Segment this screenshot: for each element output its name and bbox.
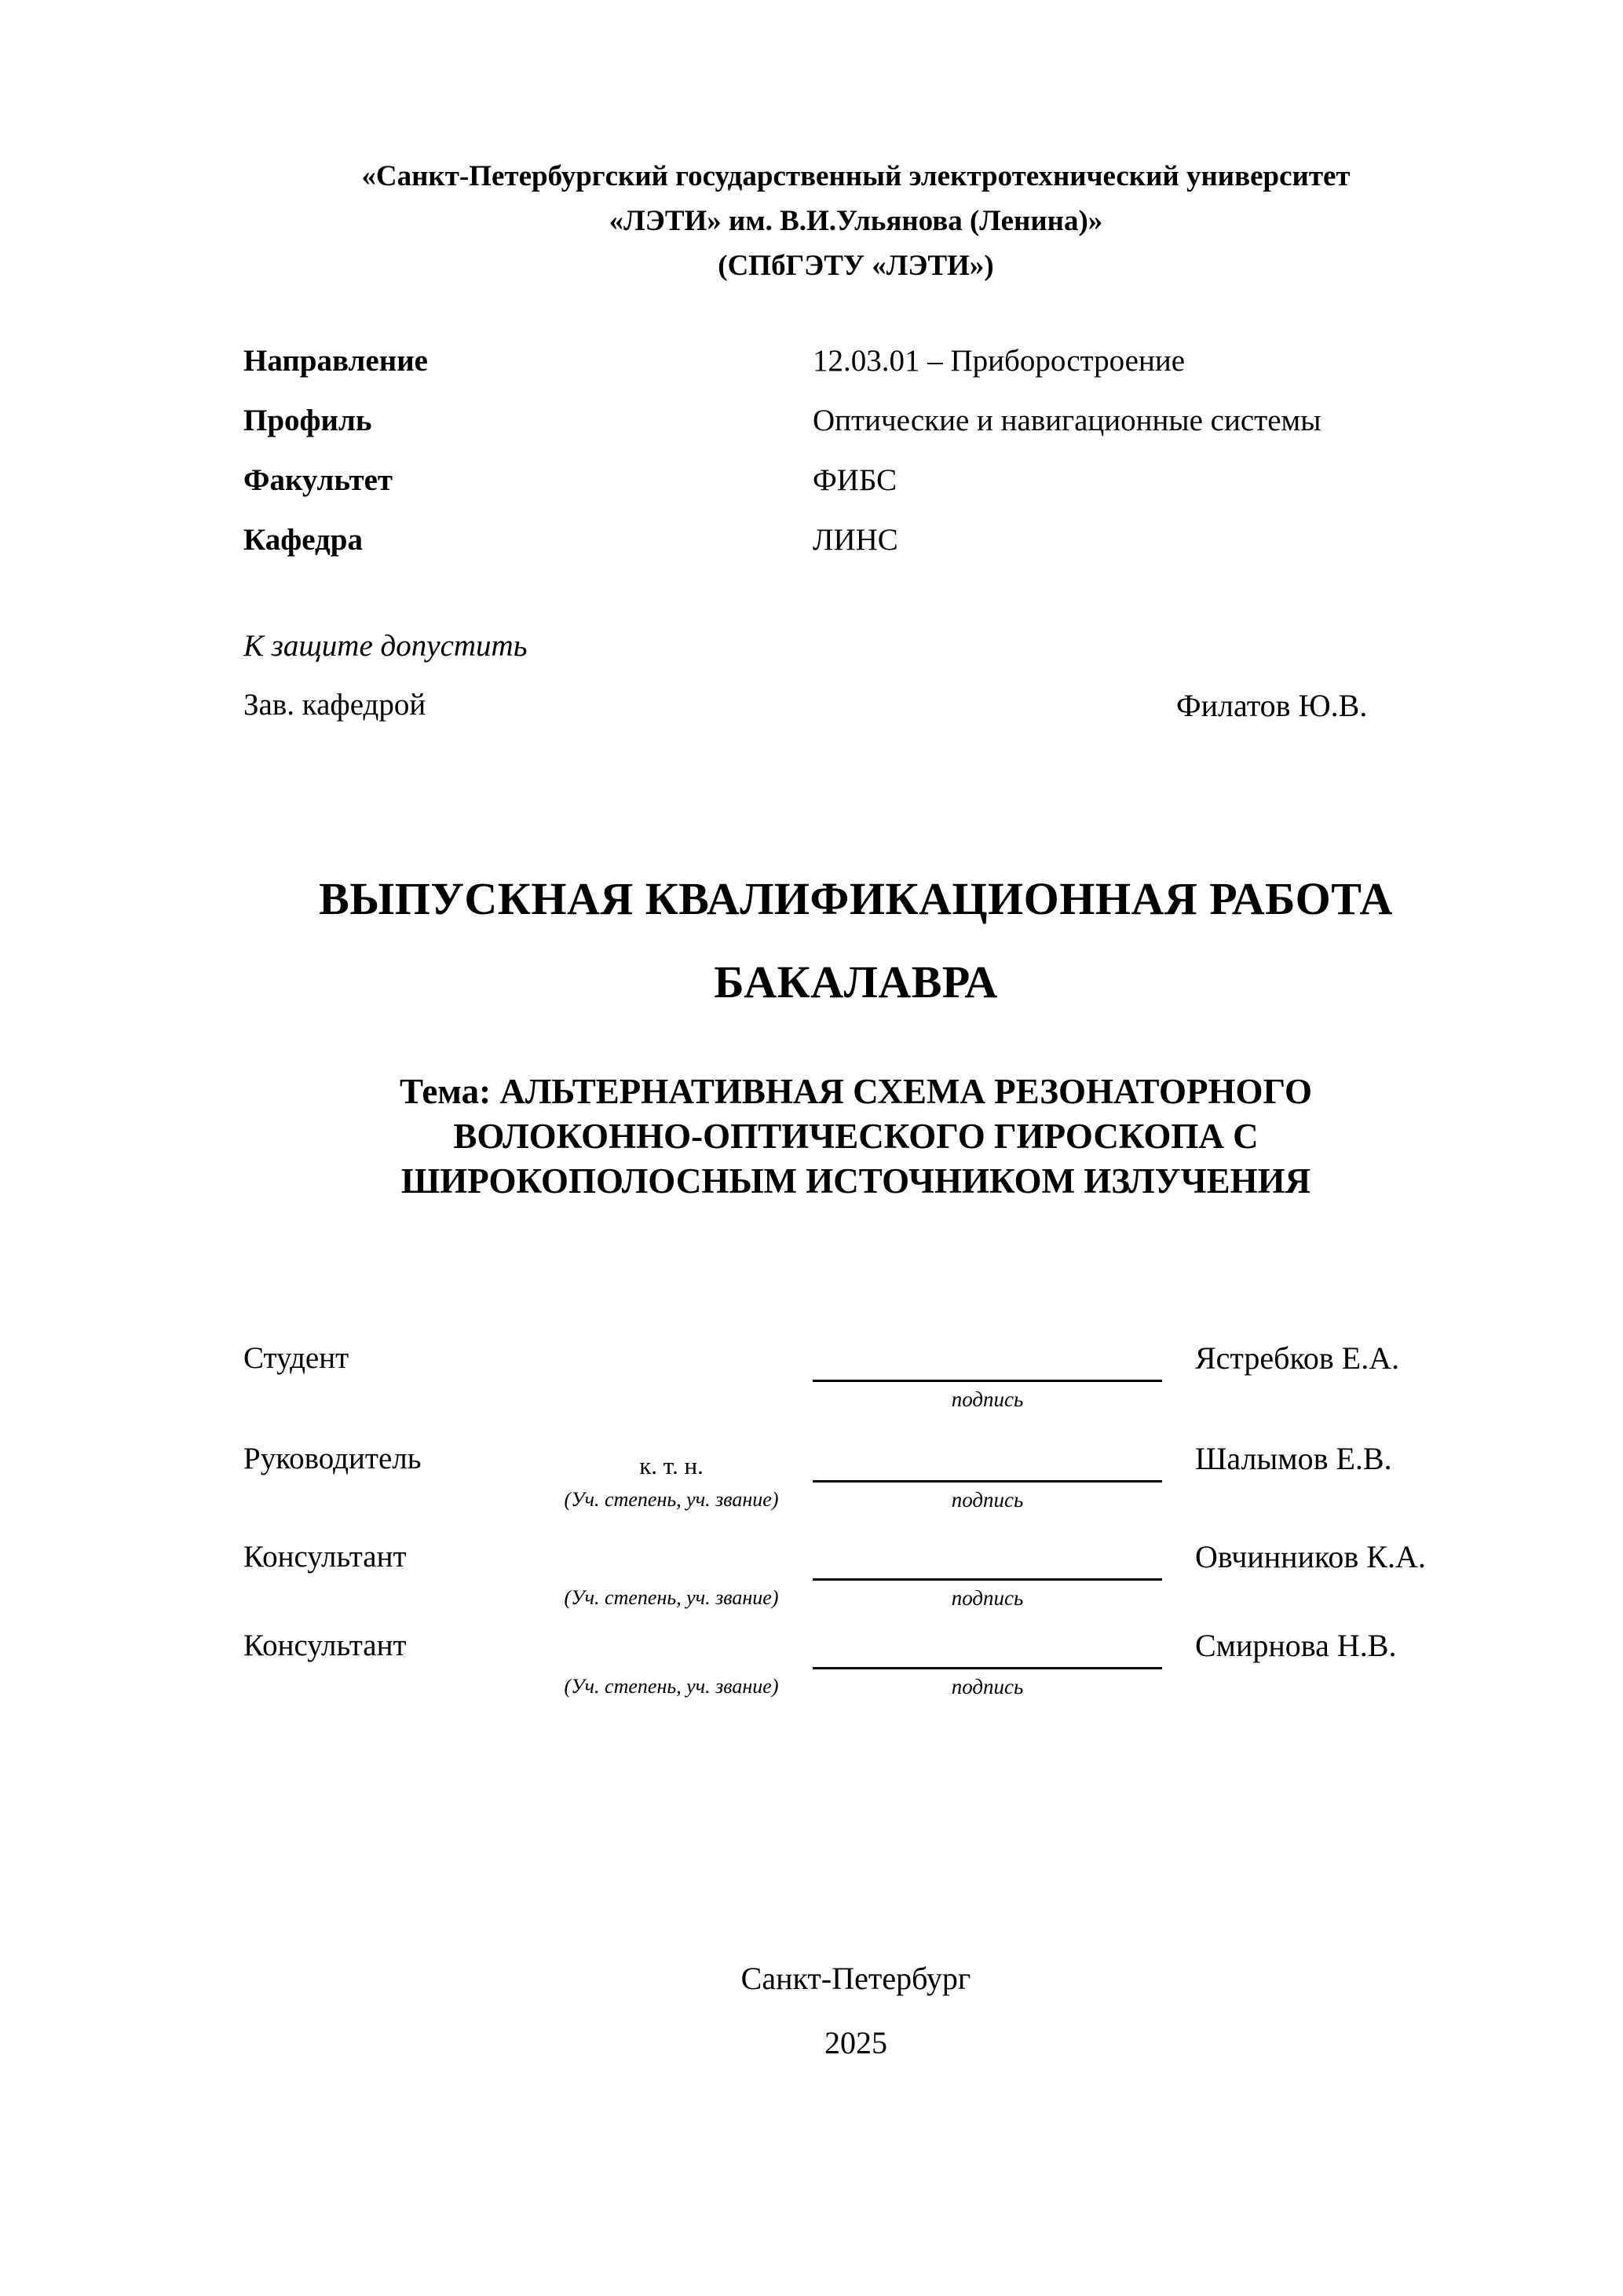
thesis-theme-line1: Тема: АЛЬТЕРНАТИВНАЯ СХЕМА РЕЗОНАТОРНОГО <box>400 1072 1312 1111</box>
signature-role-label: Студент <box>243 1341 349 1375</box>
signature-caption: подпись <box>951 1586 1024 1610</box>
department-head-label: Зав. кафедрой <box>243 688 426 722</box>
footer-year: 2025 <box>824 2025 887 2060</box>
signature-caption: подпись <box>951 1488 1024 1512</box>
university-header-line2: «ЛЭТИ» им. В.И.Ульянова (Ленина)» <box>609 205 1103 237</box>
thesis-theme-line2: ВОЛОКОННО-ОПТИЧЕСКОГО ГИРОСКОПА С <box>453 1117 1259 1156</box>
signature-line <box>813 1304 1162 1382</box>
degree-caption: (Уч. степень, уч. звание) <box>564 1675 779 1698</box>
signature-caption: подпись <box>951 1387 1024 1411</box>
university-header-line1: «Санкт-Петербургский государственный электротехнический университет <box>361 160 1351 192</box>
department-head-name: Филатов Ю.В. <box>1176 688 1368 723</box>
signature-role-label: Консультант <box>243 1629 407 1662</box>
signature-person-name: Овчинников К.А. <box>1195 1539 1426 1574</box>
signature-person-name: Ястребков Е.А. <box>1195 1340 1400 1376</box>
degree-caption: (Уч. степень, уч. звание) <box>564 1586 779 1609</box>
info-label-faculty: Факультет <box>243 463 393 497</box>
info-row-department <box>243 522 1468 569</box>
signature-line <box>813 1503 1162 1581</box>
info-value-profile: Оптические и навигационные системы <box>813 404 1321 437</box>
degree-value: к. т. н. <box>639 1452 704 1479</box>
university-header-line3: (СПбГЭТУ «ЛЭТИ») <box>718 250 994 282</box>
signature-row-consultant-2 <box>243 1592 1468 1709</box>
info-row-faculty <box>243 462 1468 510</box>
info-value-faculty: ФИБС <box>813 463 897 497</box>
admit-to-defense-line: К защите допустить <box>243 629 528 663</box>
university-header <box>243 154 1468 288</box>
signature-caption: подпись <box>951 1675 1024 1698</box>
info-value-department: ЛИНС <box>813 523 898 557</box>
thesis-theme-line3: ШИРОКОПОЛОСНЫМ ИСТОЧНИКОМ ИЗЛУЧЕНИЯ <box>400 1161 1311 1201</box>
info-label-profile: Профиль <box>243 404 372 437</box>
info-label-direction: Направление <box>243 344 428 378</box>
signature-role-label: Консультант <box>243 1540 407 1574</box>
degree-caption: (Уч. степень, уч. звание) <box>564 1488 779 1511</box>
info-value-direction: 12.03.01 – Приборостроение <box>813 344 1186 378</box>
signature-person-name: Шалымов Е.В. <box>1195 1441 1392 1476</box>
main-title-line1: ВЫПУСКНАЯ КВАЛИФИКАЦИОННАЯ РАБОТА <box>319 873 1393 924</box>
main-title-line2: БАКАЛАВРА <box>714 956 998 1007</box>
footer-city: Санкт-Петербург <box>740 1961 971 1996</box>
signature-line <box>813 1592 1162 1669</box>
main-title <box>243 857 1468 1024</box>
info-row-profile <box>243 403 1468 450</box>
signature-role-label: Руководитель <box>243 1442 422 1475</box>
info-label-department: Кафедра <box>243 523 363 557</box>
thesis-theme <box>243 1069 1468 1204</box>
signature-line <box>813 1405 1162 1483</box>
signature-person-name: Смирнова Н.В. <box>1195 1628 1397 1663</box>
info-row-direction <box>243 343 1468 390</box>
